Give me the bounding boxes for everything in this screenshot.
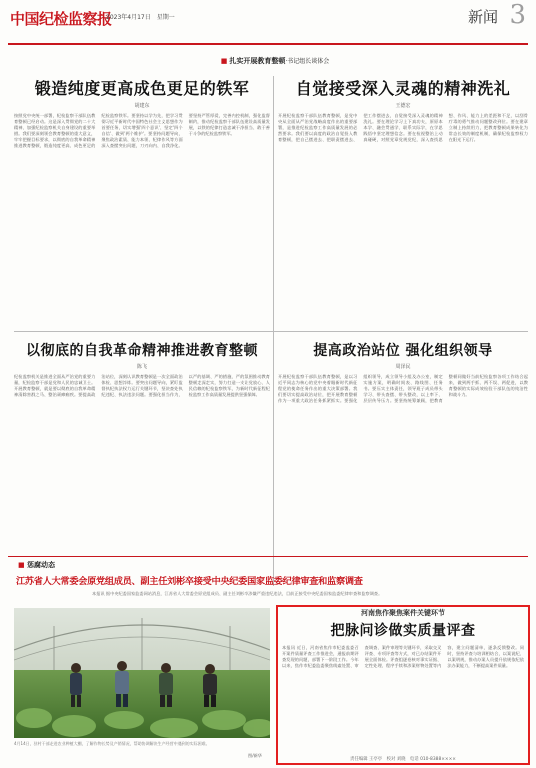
row-divider xyxy=(14,331,528,332)
column-banner xyxy=(190,56,360,67)
article-3[interactable] xyxy=(14,340,270,570)
article-author: 胡建东 xyxy=(134,103,150,109)
newspaper-logo: 中国纪检监察报 xyxy=(10,10,112,28)
article-author: 王德宏 xyxy=(395,103,411,109)
photo-caption: 4月14日，驻村干部走进农业种植大棚，了解作物长势及产销情况，帮助协调解决生产经营中遇到的实际困难。 xyxy=(14,741,210,746)
photo-credit: 图/新华 xyxy=(248,753,262,758)
banner-sub: ·书记组长谈体会 xyxy=(285,58,330,65)
banner-label: 扎实开展教育整顿 xyxy=(229,57,286,65)
article-kicker: 河南焦作聚焦案件关键环节 xyxy=(361,609,445,617)
dynamics-lead: 本报讯 据中央纪委国家监委网站消息，江苏省人大常委会原党组成员、副主任刘彬卒涉嫌严重违纪违法，目前正接受中央纪委国家监委纪律审查和监察调查。 xyxy=(92,591,383,596)
article-4[interactable] xyxy=(278,340,528,570)
article-author: 陈飞 xyxy=(136,364,147,370)
article-title: 提高政治站位 强化组织领导 xyxy=(313,343,493,359)
article-1[interactable] xyxy=(14,72,270,327)
page-number: 3 xyxy=(509,0,526,30)
header-rule xyxy=(8,43,528,45)
issue-date: 2023年4月17日 星期一 xyxy=(106,14,175,21)
article-title: 锻造纯度更高成色更足的铁军 xyxy=(34,79,250,98)
article-title: 把脉问诊做实质量评查 xyxy=(330,623,476,639)
article-body: 开展纪检监察干部队伍教育整顿，是以习近平同志为核心的党中央着眼新时代新征程党的使命任务作出的重大决策部署。我们要切实提高政治站位，把开展教育整顿作为一项重大政治任务抓紧抓实。要强化组织领导，成立领导小组及办公室，制定实施方案，明确时间表、路线图、任务书。要压实主体责任，领导班子成员带头学习、带头查摆、带头整改，以上率下、层层传导压力。要坚持统筹兼顾，把教育整顿同做好当前纪检监察各项工作结合起来，做到两手抓、两不误、两促进，以教育整顿的实际成效检验干部队伍的纯洁性和战斗力。 xyxy=(278,374,528,404)
article-body: 本报讯 近日，河南省焦作市纪委监委召开案件质量评查工作推进会，通报前期评查发现的问题，部署下一阶段工作。今年以来，焦作市纪委监委聚焦线索处置、审查调查、案件审理等关键环节，采取交叉评查、专项评查等方式，对已办结案件开展全面体检。评查组逐卷核对事实证据、定性处理、程序手续和涉案财物处置等内容，建立问题清单，逐条反馈整改。同时，坚持评查与培训相结合，以案说纪、以案明规，推动办案人员提升依规依纪依法办案能力，不断提高案件质量。 xyxy=(282,645,524,669)
article-2[interactable] xyxy=(278,72,528,327)
article-body: 纪检监察机关是推进全面从严治党的重要力量，纪检监察干部是党和人民的忠诚卫士。开展教育整顿，就是要以彻底的自我革命精神清除害群之马、整治顽瘴痼疾。要提高政治站位，深刻认识教育整顿是一次全面政治体检、思想淬炼。要突出问题导向，紧盯监督执纪执法权力运行关键环节，坚决查处执纪违纪、执法违法问题。要强化担当作为，以严的基调、严的措施、严的氛围推动教育整顿走深走实，努力打造一支让党放心、人民信赖的纪检监察铁军，为新时代新征程纪检监察工作高质量发展提供坚强保障。 xyxy=(14,374,270,398)
article-body: 开展纪检监察干部队伍教育整顿，是党中央从全面从严治党战略高度作出的重要部署，是推进纪检监察工作高质量发展的必然要求。我们要以高度的政治自觉投入教育整顿，把自己摆进去、把职责摆进去、把工作摆进去，自觉接受深入灵魂的精神洗礼。要在理论学习上下真功夫，原原本本学、融会贯通学、联系实际学，在学思践悟中坚定理想信念。要在检视整治上动真碰硬，对照党章党规党纪，深入查找思想、作风、能力上的差距和不足，以刮骨疗毒的勇气推动问题整改到位。要在建章立制上持续用力，把教育整顿成果转化为常态长效的制度机制，确保纪检监察权力在阳光下运行。 xyxy=(278,113,528,143)
dynamics-headline[interactable]: 江苏省人大常委会原党组成员、副主任刘彬卒接受中央纪委国家监委纪律审查和监察调查 xyxy=(16,576,363,587)
masthead xyxy=(8,0,528,48)
page-footer: 责任编辑 王亭亭 校对 刘晓 电话 010-8388×××× xyxy=(350,757,456,762)
news-photo xyxy=(14,608,270,738)
article-title: 自觉接受深入灵魂的精神洗礼 xyxy=(295,79,511,98)
article-body: 按照党中央统一部署，纪检监察干部队伍教育整顿已经启动。这是深入贯彻党的二十大精神、加强纪检监察机关自身建设的重要举措。我们要深刻领会教育整顿的重大意义，牢牢把握目标要求，以彻底的自我革命精神推进教育整顿，锻造纯度更高、成色更足的纪检监察铁军。要坚持以学为先，把学习贯彻习近平新时代中国特色社会主义思想作为首要任务，切实增强'四个意识'、坚定'四个自信'、做到'两个维护'。要坚持问题导向，聚焦政治素质、能力本领、纪律作风等方面深入查摆突出问题，刀刃向内、自我净化。要坚持严管厚爱，完善内控机制，强化监督制约，推动纪检监察干部队伍建设高质量发展，以铁的纪律打造忠诚干净担当、敢于善于斗争的纪检监察铁军。 xyxy=(14,113,270,149)
section-rule xyxy=(8,556,528,557)
article-title: 以彻底的自我革命精神推进教育整顿 xyxy=(26,343,258,359)
banner-square-icon: ■ xyxy=(220,57,228,65)
dynamics-label-text: 惩腐动态 xyxy=(27,561,56,569)
dynamics-label xyxy=(18,560,55,570)
article-5-highlighted[interactable] xyxy=(282,608,524,763)
dynamics-square-icon: ■ xyxy=(18,561,25,569)
section-name: 新闻 xyxy=(467,8,498,26)
article-author: 周泽民 xyxy=(395,364,411,370)
greenhouse-photo-illustration xyxy=(14,608,270,738)
